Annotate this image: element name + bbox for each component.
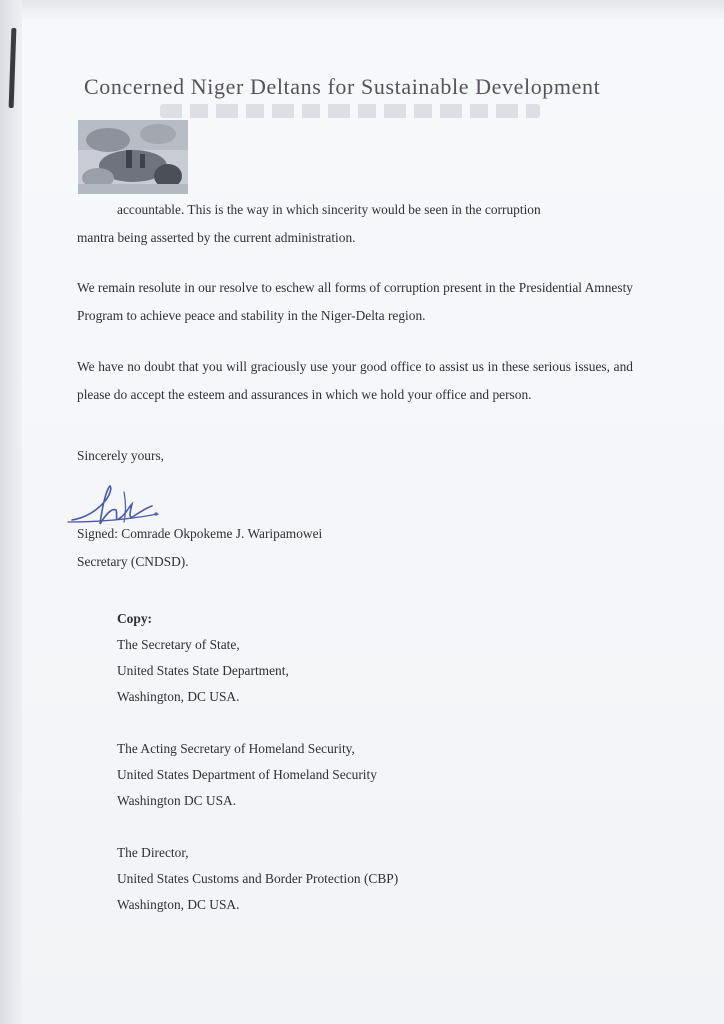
closing-salutation: Sincerely yours, — [77, 448, 165, 463]
signatory-title: Secretary (CNDSD). — [77, 554, 189, 569]
address-line: The Director, — [117, 845, 189, 860]
copy-heading: Copy: — [117, 611, 152, 626]
paragraph-first-line: accountable. This is the way in which sincerity would be seen in the corruption — [117, 202, 541, 217]
address-line: Washington, DC USA. — [117, 897, 240, 912]
recipient-homeland-security — [117, 736, 537, 814]
address-line: The Acting Secretary of Homeland Security, — [117, 741, 355, 756]
scan-edge-top — [0, 0, 724, 20]
address-line: United States Customs and Border Protection (CBP) — [117, 871, 399, 886]
address-line: The Secretary of State, — [117, 637, 240, 652]
paragraph-continuation: mantra being asserted by the current administration. — [77, 230, 356, 245]
recipient-secretary-of-state — [117, 632, 537, 710]
copy-recipients — [117, 606, 537, 918]
address-line: United States State Department, — [117, 663, 289, 678]
scan-edge-left — [0, 0, 22, 1024]
signatory-name: Signed: Comrade Okpokeme J. Waripamowei — [77, 526, 323, 541]
binding-mark — [9, 28, 17, 108]
address-line: Washington, DC USA. — [117, 689, 240, 704]
organization-letterhead: Concerned Niger Deltans for Sustainable Development — [84, 74, 601, 99]
letterhead-photo — [78, 120, 188, 194]
paragraph-resolve: We remain resolute in our resolve to eschew all forms of corruption present in the Presidential Amnesty Program to achieve peace and stability in the Niger-Delta region. — [77, 280, 633, 323]
recipient-customs-border-protection — [117, 840, 537, 918]
paragraph-request: We have no doubt that you will graciously use your good office to assist us in these serious issues, and please do accept the esteem and assurances in which we hold your office and person. — [77, 359, 633, 402]
paragraph-accountability — [77, 196, 633, 252]
faded-letterhead-subtitle — [160, 104, 540, 118]
address-line: Washington DC USA. — [117, 793, 237, 808]
address-line: United States Department of Homeland Security — [117, 767, 377, 782]
